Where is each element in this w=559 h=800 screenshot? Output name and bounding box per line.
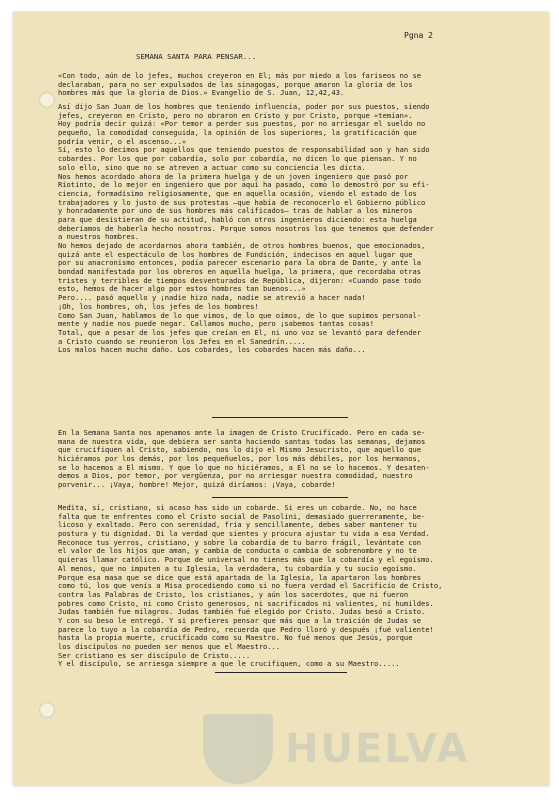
text-line: Medita, sí, cristiano, si acaso has sido un cobarde. Si eres un cobarde. No, no hace — [58, 503, 417, 512]
text-line: que crucifiquen al Cristo, sabiendo, nos lo dijo el Mismo Jesucristo, que aquello que — [58, 445, 422, 455]
text-line: hasta la propia muerte, crucificado como su Maestro. No fué menos que Jesús, porque — [58, 633, 413, 643]
text-line: quizá ante el espectáculo de los hombres de Fundición, indecisos en aquel lugar que — [58, 249, 413, 259]
text-line: Al menos, que no imputen a tu Iglesia, la verdadera, tu cobardía y tu sucio egoísmo. — [58, 563, 417, 573]
text-line: licoso y exaltado. Pero con serenidad, fría y sencillamente, debes saber mantener tu — [58, 520, 417, 530]
page-title: SEMANA SANTA PARA PENSAR... — [136, 52, 257, 61]
text-line: Hoy podría decir quizá: «Por temor a perder sus puestos, por no arriesgar el sueldo no — [58, 119, 426, 129]
watermark-text: HUELVA — [285, 726, 470, 772]
text-line: para que desistieran de su actitud, habló con otros ingenieros diciendo: esta huelga — [58, 214, 417, 224]
text-line: demos a Dios, por temor, por vergüenza, por no arriesgar nuestra comodidad, nuestro — [58, 471, 413, 481]
text-line: a nuestros hombres. — [58, 232, 140, 242]
text-line: Sí, esto lo decimos por aquellos que teniendo puestos de responsabilidad son y han sido — [58, 145, 430, 155]
text-line: mente y nadie nos puede negar. Callamos mucho, pero ¡sabemos tantas cosas! — [58, 319, 375, 329]
text-line: tristes y terribles de tiempos desventurados de República, dijeron: «Cuando pase todo — [58, 275, 422, 285]
body-paragraph — [58, 429, 528, 490]
text-line: ciencia, formadísimo religiosamente, que en aquella ocasión, viendo el estado de los — [58, 188, 417, 198]
text-line: hiciéramos por los demás, por los pequeñuelos, por los más débiles, por los hermanos, — [58, 454, 422, 464]
text-line: quieras llamar católico. Porque de universal no tienes más que la cobardía y el egoísmo. — [58, 555, 434, 565]
text-line: contra las Palabras de Cristo, los cristianos, y aún los sacerdotes, que ni fueron — [58, 589, 409, 599]
text-line: porvenir... ¡Vaya, hombre! Mejor, quizá diríamos: ¡Vaya, cobarde! — [58, 480, 336, 490]
watermark — [203, 714, 543, 774]
text-line: Riotinto, de lo mejor en ingeniero que por aquí ha pasado, como lo demostró por su efi- — [58, 180, 430, 190]
section-divider — [212, 497, 348, 498]
text-line: Y el discípulo, se arriesga siempre a que le crucifiquen, como a su Maestro..... — [58, 659, 400, 669]
punch-hole — [39, 702, 55, 718]
text-line: jefes, creyeron en Cristo, pero no obraron en Cristo y por Cristo, porque «temían». — [58, 110, 413, 120]
closing-divider — [215, 672, 347, 673]
text-line: Total, que a pesar de los jefes que creían en El, ni uno voz se levantó para defender — [58, 327, 422, 337]
text-line: Y con su beso le entregó. Y si prefieres pensar que más que a la traición de Judas se — [58, 615, 422, 625]
text-line: bondad manifestada por los obreros en aquella huelga, la primera, que recordaba otras — [58, 267, 422, 277]
text-line: mana de nuestra vida, que debiera ser santa haciendo santas todas las semanas, dejamos — [58, 436, 426, 446]
quote-paragraph — [58, 72, 528, 98]
watermark-shield-icon — [203, 714, 273, 784]
text-line: deberíamos de haberla hecho nosotros. Porque somos nosotros los que tenemos que defender — [58, 223, 434, 233]
text-line: No hemos dejado de acordarnos ahora también, de otros hombres buenos, que emocionados, — [58, 241, 426, 250]
text-line: En la Semana Santa nos apenamos ante la imagen de Cristo Crucificado. Pero en cada se- — [58, 428, 426, 437]
text-line: Reconoce tus yerros, cristiano, y sobre la cobardía de tu barro frágil, levántate con — [58, 537, 422, 547]
text-line: Así dijo San Juan de los hombres que teniendo influencia, poder por sus puestos, siendo — [58, 102, 430, 111]
text-line: ¡Oh, los hombres, oh, los jefes de los hombres! — [58, 301, 259, 311]
text-line: trabajadores y lo justo de sus protestas —que había de reconocerlo el Gobierno público — [58, 197, 426, 207]
text-line: como tú, los que venís a Misa procediendo como si no fuera verdad el Sacrificio de Cristo, — [58, 581, 443, 591]
text-line: se lo hacemos a El mismo. Y que lo que no hiciéramos, a El no se lo hacemos. Y desaten- — [58, 462, 430, 472]
punch-hole — [39, 92, 55, 108]
text-line: cobardes. Por los que por cobardía, solo por cobardía, no dicen lo que piensan. Y no — [58, 154, 417, 164]
text-line: el valor de los hijos que aman, y cambia de conducta o cambia de sobrenombre y no te — [58, 546, 417, 556]
text-line: a Cristo cuando se reunieron los Jefes en el Sanedrín..... — [58, 336, 306, 346]
text-line: podría venir, o el ascenso...» — [58, 136, 187, 146]
text-line: «Con todo, aún de lo jefes, muchos creyeron en El; más por miedo a los fariseos no se — [58, 71, 422, 80]
page-number: Pgna 2 — [404, 31, 433, 40]
section-divider — [212, 417, 348, 418]
text-line: Porque esa masa que se dice que está apartada de la Iglesia, la apartaron los hombres — [58, 572, 422, 582]
text-line: esto, hemos de hacer algo por estos hombres tan buenos...» — [58, 284, 306, 294]
text-line: Pero.... pasó aquello y ¡nadie hizo nada, nadie se atrevió a hacer nada! — [58, 293, 366, 303]
text-line: Judas también fue milagros. Judas también fué elegido por Cristo. Judas besó a Cristo. — [58, 607, 426, 617]
text-line: parece lo tuyo a la cobardía de Pedro, recuerda que Pedro lloró y después ¡fué valiente! — [58, 624, 434, 634]
text-line: por su anacronismo entonces, podía parecer escenario para la obra de Dante, y ante la — [58, 258, 422, 268]
text-line: Nos hemos acordado ahora de la primera huelga y de un joven ingeniero que pasó por — [58, 171, 409, 181]
text-line: los discípulos no pueden ser menos que el Maestro... — [58, 642, 281, 651]
text-line: pequeño, la comodidad conseguida, la opinión de los superiores, la gratificación que — [58, 128, 417, 138]
text-line: pobres como Cristo, ni como Cristo generosos, ni sacrificados ni valientes, ni humildes. — [58, 598, 434, 608]
text-line: y honradamente por uno de sus hombres más calificados— tras de hablar a los mineros — [58, 206, 413, 216]
text-line: Los malos hacen mucho daño. Los cobardes, los cobardes hacen más daño... — [58, 345, 366, 355]
text-line: falta que te enfrentes como el Cristo social de Pasolini, demasiado guerreramente, be- — [58, 511, 426, 521]
text-line: Como San Juan, hablamos de lo que vimos, de lo que oímos, de lo que supimos personal- — [58, 310, 422, 320]
text-line: postura y tu dignidad. Di la verdad que sientes y procura ajustar tu vida a esa Verdad. — [58, 529, 430, 539]
body-paragraph — [58, 504, 528, 669]
text-line: declaraban, para no ser expulsados de las sinagogas, porque amaron la gloria de los — [58, 79, 413, 89]
text-line: solo ello, sino que no se atreven a actuar como su conciencia les dicta. — [58, 162, 366, 172]
body-paragraph — [58, 103, 528, 355]
text-line: hombres más que la gloria de Dios.» Evangelio de S. Juan, 12,42,43. — [58, 88, 345, 98]
text-line: Ser cristiano es ser discípulo de Cristo..... — [58, 650, 251, 660]
